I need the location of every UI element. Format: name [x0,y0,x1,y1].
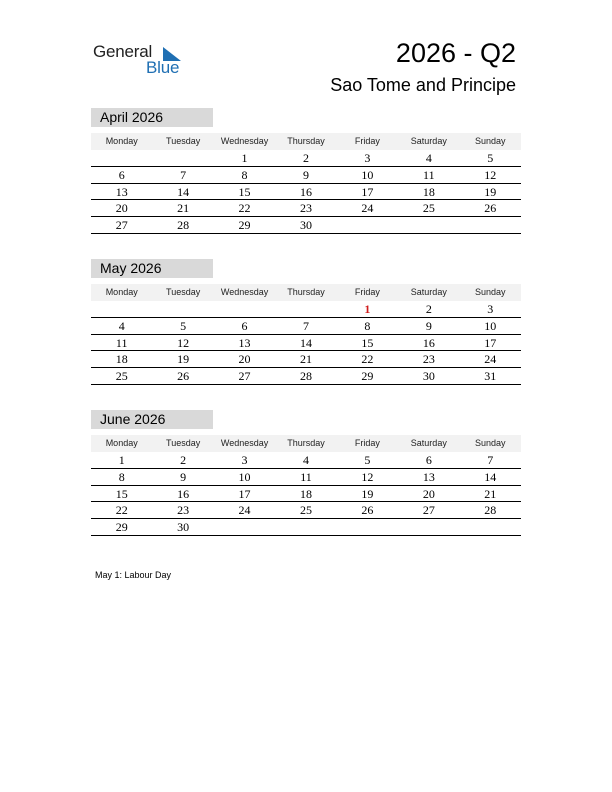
day-cell: 15 [361,335,374,350]
logo-blue-text: Blue [146,58,180,77]
logo-general-text: General [93,42,153,61]
week-row [91,200,521,217]
day-cell: 13 [422,469,435,484]
day-cell: 19 [484,184,497,199]
day-cell: 30 [177,520,190,535]
holiday-day-cell: 1 [364,302,371,316]
day-cell: 5 [487,151,494,165]
day-cell: 17 [484,335,497,350]
day-cell: 22 [361,352,374,367]
day-cell: 18 [115,352,128,367]
week-row [91,486,521,503]
day-cell: 30 [422,369,435,384]
holiday-notes [95,570,171,580]
day-cell: 4 [118,318,125,333]
day-cell: 27 [238,369,251,384]
day-cell: 2 [180,453,187,467]
day-cell: 5 [180,318,187,333]
day-cell: 7 [302,318,309,333]
holiday-note: May 1: Labour Day [95,570,172,580]
week-row [91,335,521,352]
month-name: June 2026 [91,410,213,429]
day-cell [275,519,336,535]
day-cell [275,301,336,317]
day-cell: 13 [115,184,128,199]
day-name: Tuesday [166,438,201,448]
day-name: Wednesday [220,438,269,448]
day-cell: 24 [238,503,251,518]
day-cell: 5 [364,453,371,467]
day-cell: 28 [177,218,190,233]
day-cell: 18 [299,486,312,501]
day-cell: 19 [361,486,374,501]
day-cell: 28 [484,503,497,518]
day-name: Tuesday [166,136,201,146]
day-name: Friday [354,438,380,448]
day-cell [214,301,275,317]
month-june [91,410,521,536]
day-cell: 20 [115,201,128,216]
day-cell: 9 [180,469,187,484]
day-cell: 20 [422,486,435,501]
day-cell: 10 [238,469,251,484]
day-cell: 25 [422,201,435,216]
day-name: Monday [105,438,138,448]
day-cell: 6 [118,167,125,182]
day-cell: 16 [177,486,190,501]
day-cell: 26 [484,201,497,216]
day-names-row [91,284,521,301]
day-cell: 29 [115,520,128,535]
day-cell: 14 [177,184,190,199]
day-cell: 11 [423,167,435,182]
day-cell [91,301,152,317]
month-april [91,108,521,234]
day-cell [460,519,521,535]
day-cell: 3 [241,453,248,467]
day-cell: 29 [238,218,251,233]
week-row [91,184,521,201]
day-name: Sunday [474,136,506,146]
day-cell: 10 [484,318,497,333]
day-cell: 10 [361,167,374,182]
day-name: Thursday [287,438,325,448]
day-cell: 27 [422,503,435,518]
week-row [91,217,521,234]
month-name: May 2026 [91,259,213,278]
week-row [91,301,521,318]
day-name: Monday [105,287,138,297]
day-cell: 8 [241,167,248,182]
week-row [91,368,521,385]
day-cell: 1 [241,151,248,165]
day-cell: 26 [361,503,374,518]
day-cell: 7 [487,453,494,467]
day-cell: 2 [425,302,432,316]
day-cell [152,150,213,166]
day-name: Sunday [474,438,506,448]
country-subtitle: Sao Tome and Principe [330,75,516,95]
day-cell: 25 [299,503,312,518]
day-name: Saturday [410,438,447,448]
week-row [91,318,521,335]
day-cell: 21 [484,486,497,501]
day-cell: 12 [361,469,374,484]
day-cell: 28 [299,369,312,384]
day-cell: 24 [361,201,374,216]
day-cell: 24 [484,352,497,367]
week-row [91,452,521,469]
week-row [91,519,521,536]
day-cell: 3 [487,302,494,316]
week-row [91,469,521,486]
day-cell [460,217,521,233]
day-name: Sunday [474,287,506,297]
day-cell [91,150,152,166]
week-row [91,150,521,167]
day-cell: 21 [177,201,190,216]
day-cell: 8 [118,469,125,484]
day-name: Friday [354,136,380,146]
day-cell [398,217,459,233]
day-cell: 17 [361,184,374,199]
day-cell: 19 [177,352,190,367]
week-row [91,502,521,519]
day-cell: 17 [238,486,251,501]
day-cell [398,519,459,535]
day-cell: 3 [364,151,371,165]
day-cell: 30 [299,218,312,233]
day-name: Wednesday [220,136,269,146]
day-name: Thursday [287,136,325,146]
month-name: April 2026 [91,108,213,127]
day-cell: 14 [484,469,497,484]
day-cell [214,519,275,535]
day-cell: 26 [177,369,190,384]
day-cell: 29 [361,369,374,384]
day-name: Monday [105,136,138,146]
day-cell: 14 [299,335,312,350]
day-names-row [91,435,521,452]
day-cell: 21 [299,352,312,367]
day-cell: 31 [484,369,497,384]
day-name: Tuesday [166,287,201,297]
day-cell [337,519,398,535]
day-name: Thursday [287,287,325,297]
day-name: Saturday [410,287,447,297]
day-cell [337,217,398,233]
day-name: Wednesday [220,287,269,297]
day-cell: 9 [425,318,432,333]
day-cell: 1 [118,453,125,467]
day-cell: 12 [484,167,497,182]
day-cell: 6 [241,318,248,333]
day-cell: 20 [238,352,251,367]
day-cell: 23 [299,201,312,216]
day-cell: 23 [422,352,435,367]
page-title: 2026 - Q2 [395,38,516,68]
day-cell: 27 [115,218,128,233]
day-cell: 7 [180,167,187,182]
day-cell: 22 [115,503,128,518]
day-name: Friday [354,287,380,297]
logo [93,42,193,78]
day-cell: 8 [364,318,371,333]
day-cell [152,301,213,317]
day-name: Saturday [410,136,447,146]
day-cell: 16 [299,184,312,199]
day-cell: 13 [238,335,251,350]
day-names-row [91,133,521,150]
day-cell: 11 [115,335,128,350]
day-cell: 16 [422,335,435,350]
day-cell: 22 [238,201,251,216]
day-cell: 9 [302,167,309,182]
day-cell: 15 [115,486,128,501]
week-row [91,167,521,184]
day-cell: 18 [422,184,435,199]
day-cell: 6 [425,453,432,467]
day-cell: 23 [177,503,190,518]
day-cell: 2 [302,151,309,165]
day-cell: 25 [115,369,128,384]
day-cell: 15 [238,184,251,199]
week-row [91,351,521,368]
day-cell: 4 [425,151,432,165]
month-may [91,259,521,385]
day-cell: 4 [302,453,309,467]
day-cell: 12 [177,335,190,350]
day-cell: 11 [300,469,312,484]
